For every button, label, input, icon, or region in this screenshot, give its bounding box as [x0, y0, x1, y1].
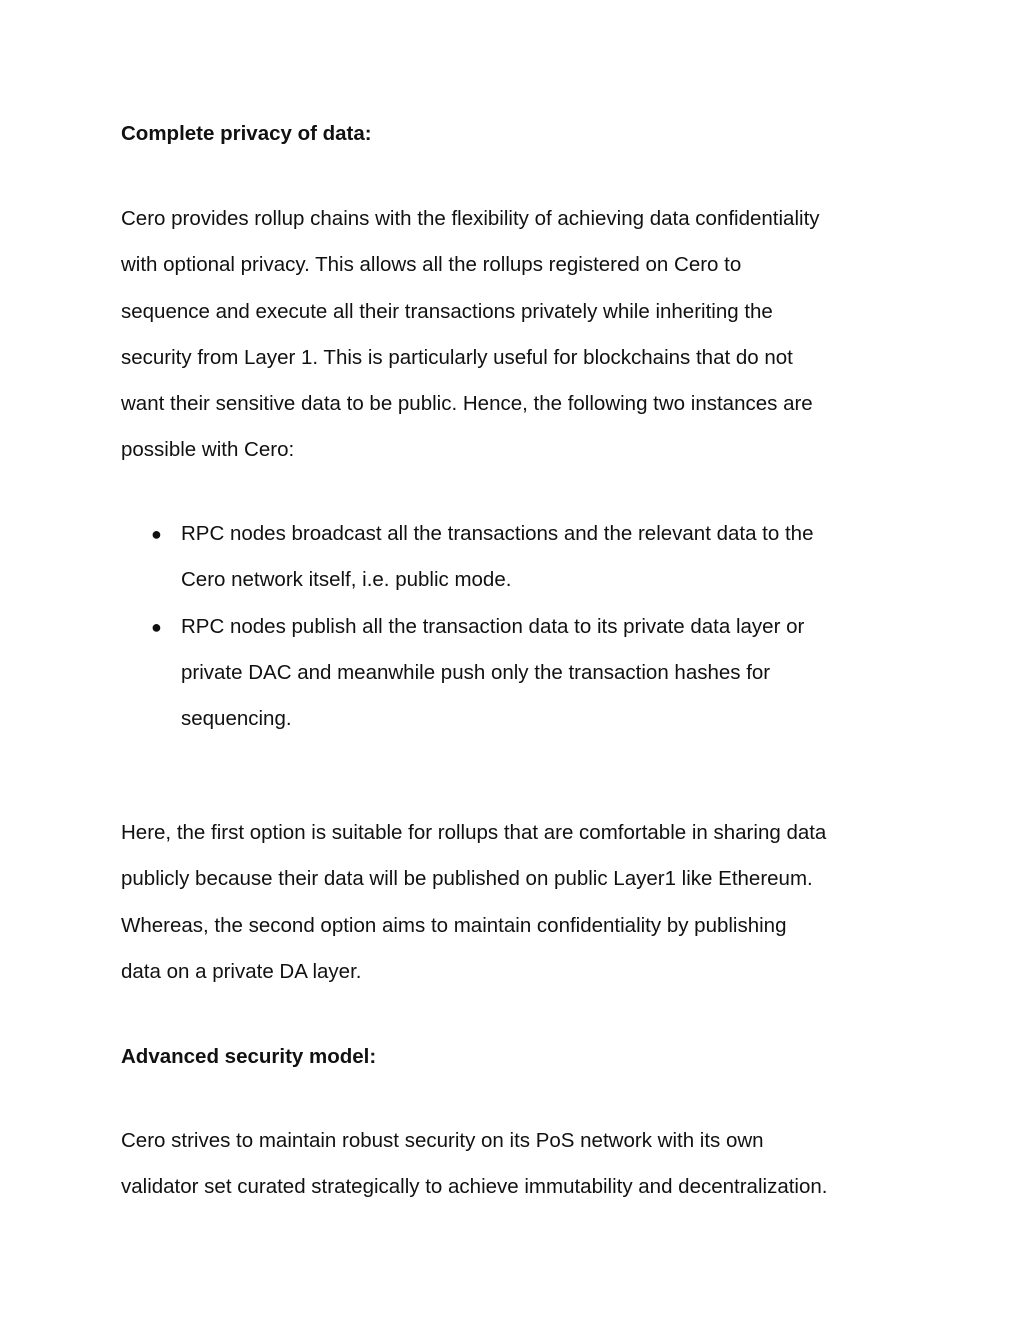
bullet-icon: ● — [151, 524, 162, 544]
text-line: security from Layer 1. This is particularly useful for blockchains that do not — [121, 345, 793, 369]
text-line: Whereas, the second option aims to maintain confidentiality by publishing — [121, 913, 787, 937]
text-line: data on a private DA layer. — [121, 959, 362, 983]
section-heading-security: Advanced security model: — [121, 1045, 377, 1068]
list-item — [121, 511, 911, 604]
privacy-options-list — [121, 511, 911, 742]
text-line: Cero network itself, i.e. public mode. — [181, 568, 512, 592]
text-line: sequence and execute all their transactions privately while inheriting the — [121, 299, 773, 323]
section-heading-privacy: Complete privacy of data: — [121, 122, 372, 145]
text-line: validator set curated strategically to achieve immutability and decentralization. — [121, 1175, 828, 1199]
privacy-intro-paragraph — [121, 196, 911, 474]
text-line: Here, the first option is suitable for rollups that are comfortable in sharing data — [121, 821, 827, 844]
text-line: RPC nodes broadcast all the transactions and the relevant data to the — [181, 522, 814, 545]
text-line: private DAC and meanwhile push only the transaction hashes for — [181, 660, 771, 684]
text-line: RPC nodes publish all the transaction data to its private data layer or — [181, 614, 805, 638]
text-line: sequencing. — [181, 707, 292, 731]
text-line: want their sensitive data to be public. Hence, the following two instances are — [121, 392, 813, 416]
bullet-icon: ● — [151, 616, 162, 637]
text-line: Cero provides rollup chains with the flexibility of achieving data confidentiality — [121, 207, 820, 230]
privacy-closing-paragraph — [121, 810, 911, 995]
text-line: with optional privacy. This allows all the rollups registered on Cero to — [121, 253, 742, 277]
list-item — [121, 604, 911, 743]
security-paragraph — [121, 1118, 911, 1211]
text-line: Cero strives to maintain robust security on its PoS network with its own — [121, 1129, 764, 1152]
text-line: possible with Cero: — [121, 438, 295, 462]
text-line: publicly because their data will be published on public Layer1 like Ethereum. — [121, 867, 813, 891]
